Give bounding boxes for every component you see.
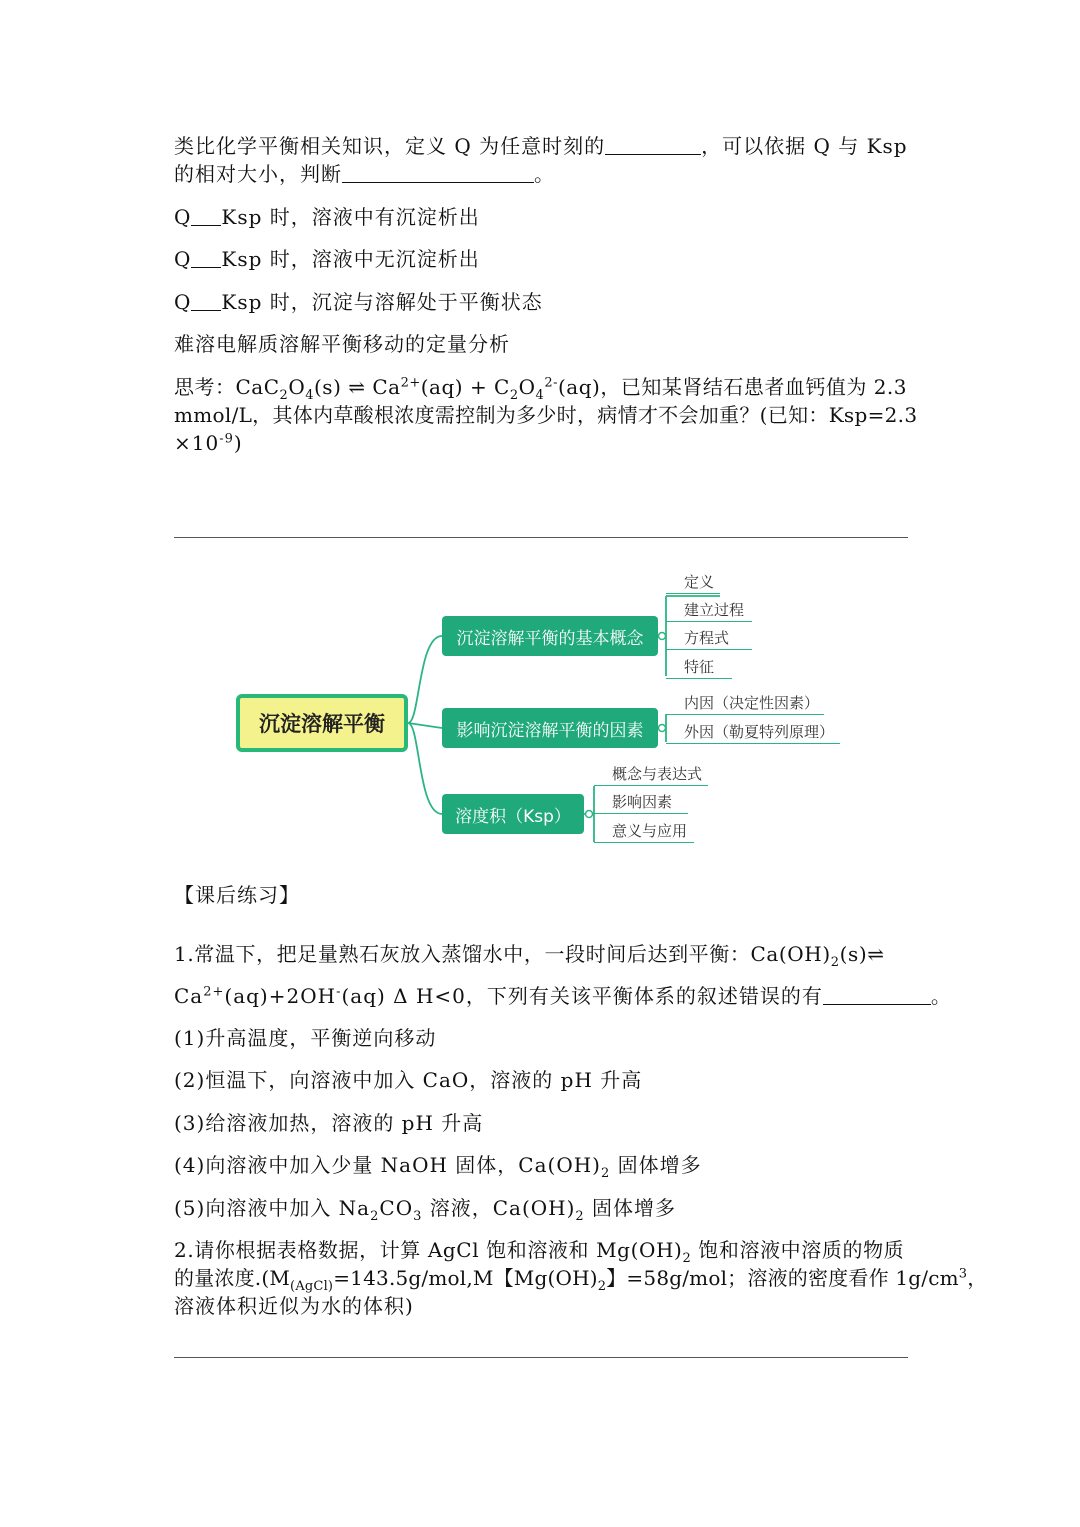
think-line-1: 思考：$CaC_2O_4(s)$ ⇌ $Ca^{2+}(aq) + C_2O_4^{2-}(aq)$，已知某肾结石患者血钙值为 2.3 (174, 375, 908, 403)
mindmap-leaf: 影响因素 (594, 790, 688, 814)
mindmap-leaf: 意义与应用 (594, 819, 694, 843)
mindmap-node-factors: 影响沉淀溶解平衡的因素 (442, 708, 658, 748)
exercise-1-line-1: 1.常温下，把足量熟石灰放入蒸馏水中，一段时间后达到平衡：$Ca(OH)_2(s)\rightleftharpoons$ (174, 942, 885, 970)
exercise-1-option-2: (2)恒温下，向溶液中加入 CaO，溶液的 pH 升高 (174, 1068, 643, 1092)
exercise-2-line-1: 2.请你根据表格数据，计算 AgCl 饱和溶液和 $Mg(OH)_2$ 饱和溶液中溶质的物质 (174, 1238, 905, 1266)
section-heading: 难溶电解质溶解平衡移动的定量分析 (174, 332, 510, 356)
mindmap-leaf: 概念与表达式 (594, 762, 708, 786)
mindmap-node-basic-concepts: 沉淀溶解平衡的基本概念 (442, 616, 658, 656)
mindmap-leaf: 建立过程 (666, 598, 752, 622)
think-line-3: $\times 10^{-9}$) (174, 431, 243, 455)
mindmap-node-ksp: 溶度积（Ksp） (442, 794, 584, 834)
exercise-1-line-2: $Ca^{2+}(aq)+2OH^-(aq)$ Δ H<0，下列有关该平衡体系的叙述错误的有 。 (174, 984, 952, 1008)
exercise-2-line-2: 的量浓度$.(M_{(AgCl)}=143.5g/mol,M$【$Mg(OH)_2$】=58g/mol；溶液的密度看作 $1g/cm^3$， (174, 1266, 988, 1294)
q-rule-1: Q Ksp 时，溶液中有沉淀析出 (174, 205, 480, 229)
mindmap-leaf: 方程式 (666, 626, 752, 650)
exercise-1-option-3: (3)给溶液加热，溶液的 pH 升高 (174, 1111, 484, 1135)
exercise-1-option-1: (1)升高温度，平衡逆向移动 (174, 1026, 437, 1050)
divider (174, 1357, 908, 1358)
q-rule-2: Q Ksp 时，溶液中无沉淀析出 (174, 247, 480, 271)
exercise-2-line-3: 溶液体积近似为水的体积) (174, 1294, 414, 1318)
mindmap-leaf: 内因（决定性因素） (666, 691, 824, 715)
q-rule-3: Q Ksp 时，沉淀与溶解处于平衡状态 (174, 290, 543, 314)
think-line-2: mmol/L，其体内草酸根浓度需控制为多少时，病情才不会加重？(已知：Ksp=2.3 (174, 403, 918, 427)
mindmap-leaf: 特征 (666, 655, 732, 679)
exercise-1-option-4: (4)向溶液中加入少量 NaOH 固体，$Ca(OH)_2$ 固体增多 (174, 1153, 702, 1181)
intro-line-1: 类比化学平衡相关知识，定义 Q 为任意时刻的 ，可以依据 Q 与 Ksp (174, 134, 908, 158)
answer-blank[interactable] (823, 982, 931, 1005)
mindmap-root: 沉淀溶解平衡 (236, 694, 408, 752)
mindmap-leaf: 外因（勒夏特列原理） (666, 720, 840, 744)
mindmap-leaf: 定义 (666, 570, 720, 594)
exercise-1-option-5: (5)向溶液中加入 $Na_2CO_3$ 溶液，$Ca(OH)_2$ 固体增多 (174, 1196, 677, 1224)
intro-line-2: 的相对大小，判断 。 (174, 162, 555, 186)
exercise-title: 【课后练习】 (174, 883, 300, 907)
